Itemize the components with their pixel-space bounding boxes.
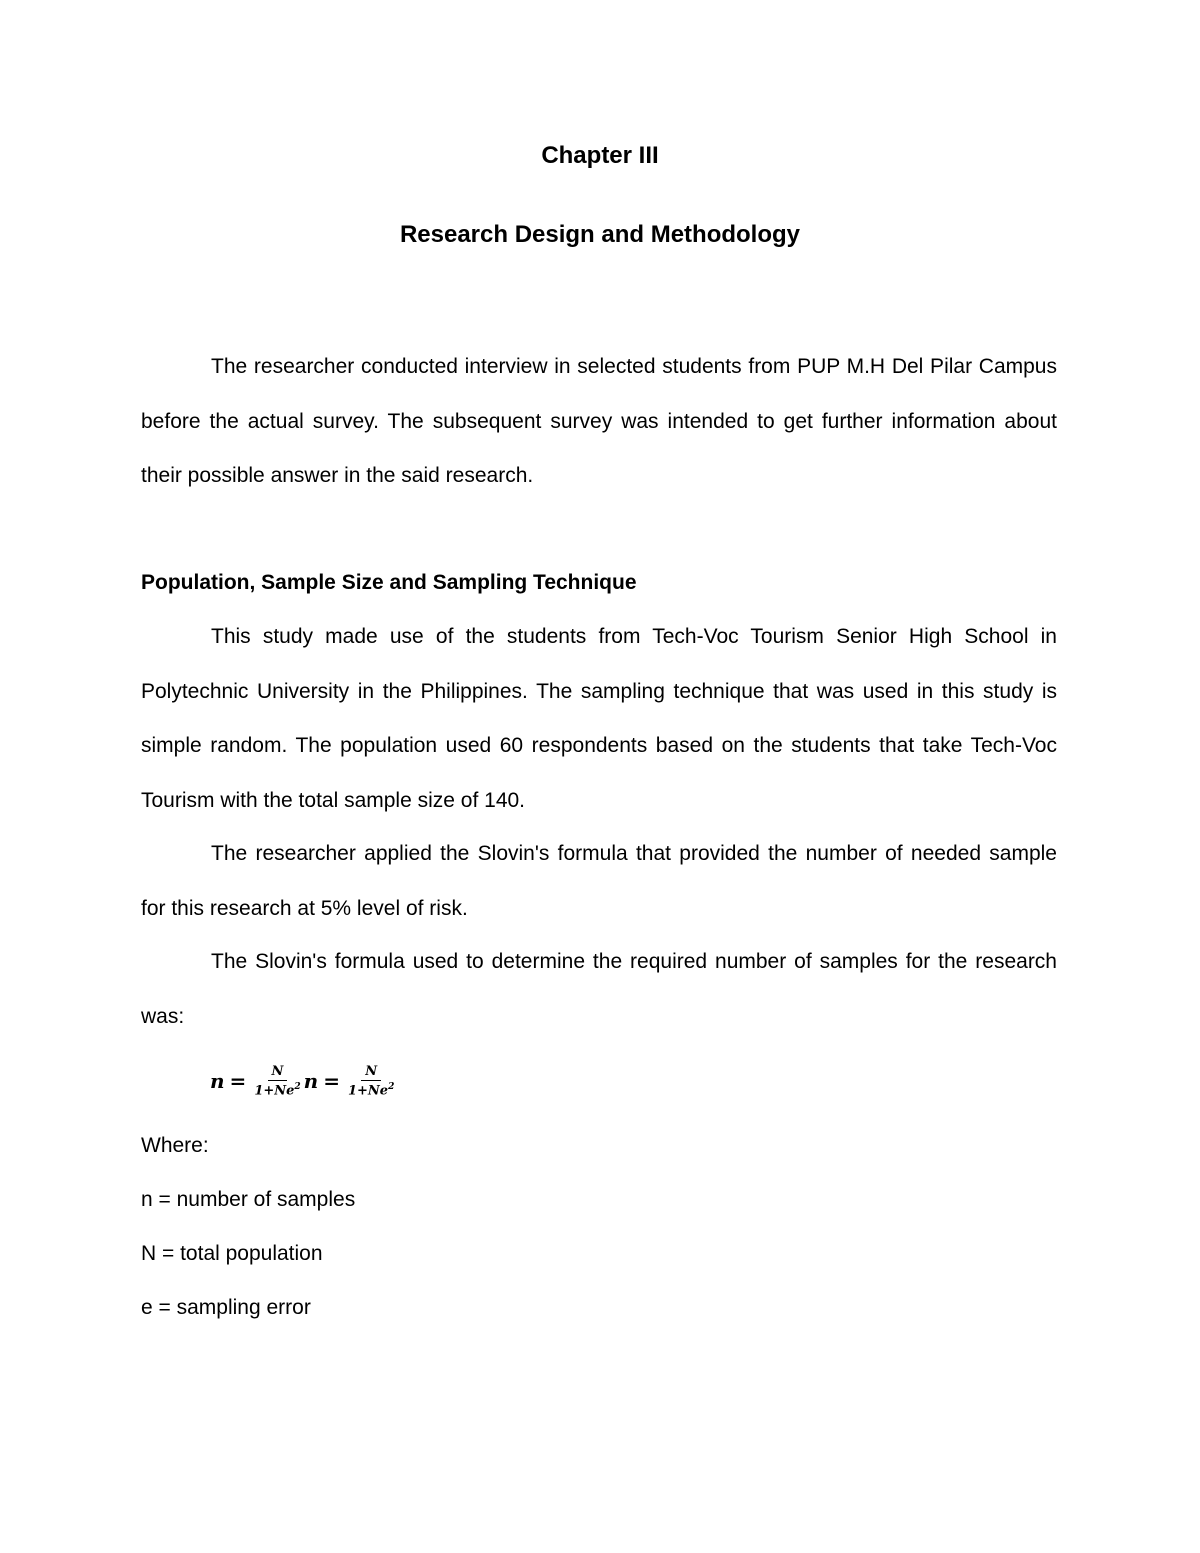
intro-paragraph: The researcher conducted interview in selected students from PUP M.H Del Pilar Campus before the actual survey. The subsequent survey was intended to get further information about their possible answer in the said research. — [141, 355, 1057, 487]
formula-fraction-repeat — [345, 1064, 397, 1098]
formula-equals: = — [229, 1069, 247, 1093]
formula-denominator — [251, 1081, 303, 1098]
formula-fraction — [251, 1064, 303, 1098]
formula-lhs: n — [210, 1069, 225, 1093]
formula-lhs-repeat: n — [303, 1069, 319, 1093]
slovin-formula — [210, 1058, 397, 1104]
formula-numerator: N — [268, 1064, 288, 1081]
formula-denominator-repeat — [345, 1081, 397, 1098]
formula-numerator-repeat: N — [361, 1064, 381, 1081]
formula-exponent-repeat: 2 — [388, 1081, 395, 1092]
definition-e: e = sampling error — [141, 1296, 311, 1319]
formula-equals-repeat: = — [323, 1069, 340, 1093]
chapter-title: Chapter III — [541, 142, 659, 169]
formula-denominator-base-repeat: 1+Ne — [347, 1083, 389, 1099]
chapter-subtitle: Research Design and Methodology — [399, 221, 801, 248]
section-heading: Population, Sample Size and Sampling Technique — [141, 571, 637, 594]
definition-n: n = number of samples — [141, 1188, 356, 1211]
slovin-intro-paragraph: The researcher applied the Slovin's formula that provided the number of needed sample for this research at 5% level of risk. — [141, 842, 1057, 920]
formula-lead-paragraph: The Slovin's formula used to determine the required number of samples for the research was: — [141, 950, 1057, 1028]
where-label: Where: — [141, 1134, 209, 1157]
formula-denominator-base: 1+Ne — [254, 1083, 295, 1099]
formula-exponent: 2 — [294, 1081, 301, 1092]
population-paragraph: This study made use of the students from Tech-Voc Tourism Senior High School in Polytechnic University in the Philippines. The sampling technique that was used in this study is simple random. The population used 60 respondents based on the students that take Tech-Voc Tourism with the total sample size of 140. — [141, 625, 1057, 812]
definition-N: N = total population — [141, 1242, 323, 1265]
